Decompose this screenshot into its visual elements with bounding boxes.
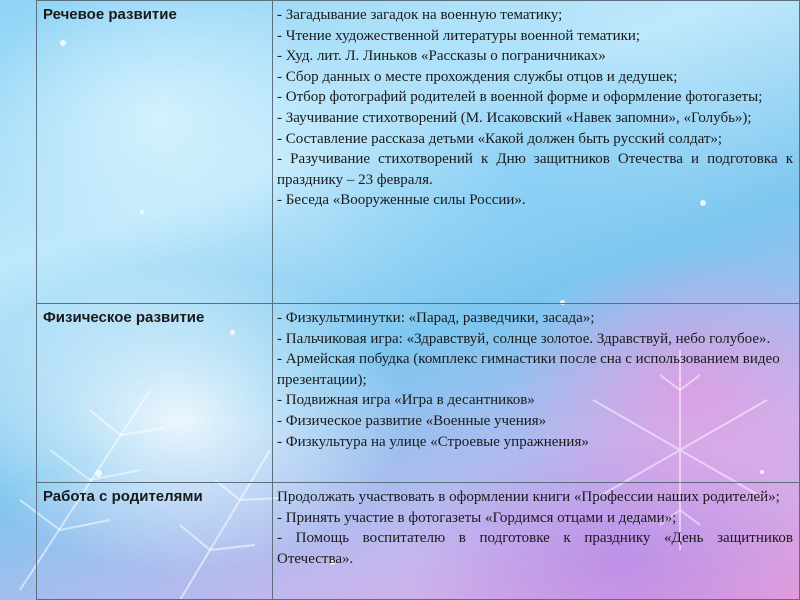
activity-plan-table xyxy=(36,0,800,600)
list-item: - Загадывание загадок на военную тематику; xyxy=(277,7,563,23)
list-item: - Принять участие в фотогазеты «Гордимся отцами и дедами»; xyxy=(277,509,677,526)
section-title-work-with-parents: Работа с родителями xyxy=(37,483,273,600)
list-item: - Худ. лит. Л. Линьков «Рассказы о пограничниках» xyxy=(277,48,606,65)
section-items-work-with-parents xyxy=(273,483,800,600)
table-row-speech-development xyxy=(37,1,800,304)
list-item: - Пальчиковая игра: «Здравствуй, солнце золотое. Здравствуй, небо голубое». xyxy=(277,330,771,347)
list-item: - Беседа «Вооруженные силы России». xyxy=(277,192,526,209)
section-title-speech-development: Речевое развитие xyxy=(37,1,273,304)
list-item: - Заучивание стихотворений (М. Исаковский «Навек запомни», «Голубь»); xyxy=(277,109,752,126)
list-item: Продолжать участвовать в оформлении книги «Профессии наших родителей»; xyxy=(277,489,780,505)
section-items-physical-development xyxy=(273,304,800,483)
table-row-work-with-parents xyxy=(37,483,800,600)
section-title-physical-development: Физическое развитие xyxy=(37,304,273,483)
list-item: - Физкультминутки: «Парад, разведчики, засада»; xyxy=(277,310,595,326)
section-items-speech-development xyxy=(273,1,800,304)
list-item: - Армейская побудка (комплекс гимнастики после сна с использованием видео презентации); xyxy=(277,351,780,388)
list-item: - Физическое развитие «Военные учения» xyxy=(277,412,547,429)
list-item: - Отбор фотографий родителей в военной форме и оформление фотогазеты; xyxy=(277,89,763,106)
table-row-physical-development xyxy=(37,304,800,483)
list-item: - Разучивание стихотворений к Дню защитников Отечества и подготовка к празднику – 23 февраля. xyxy=(277,151,793,188)
list-item: - Помощь воспитателю в подготовке к празднику «День защитников Отечества». xyxy=(277,530,793,567)
list-item: - Чтение художественной литературы военной тематики; xyxy=(277,27,641,44)
list-item: - Подвижная игра «Игра в десантников» xyxy=(277,392,535,409)
list-item: - Сбор данных о месте прохождения службы отцов и дедушек; xyxy=(277,68,678,85)
list-item: - Составление рассказа детьми «Какой должен быть русский солдат»; xyxy=(277,130,723,147)
list-item: - Физкультура на улице «Строевые упражнения» xyxy=(277,433,589,450)
